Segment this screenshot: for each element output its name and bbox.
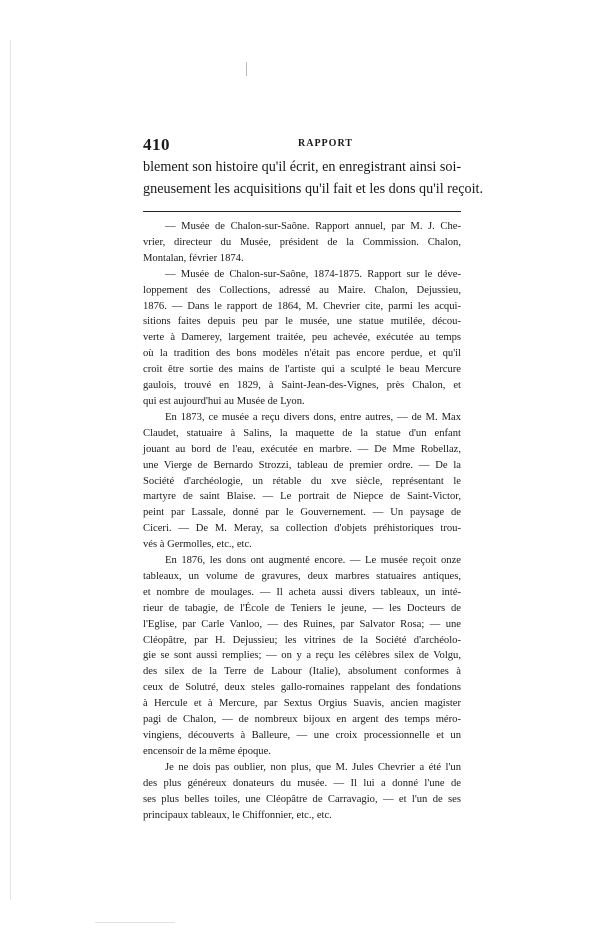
text-line: gaulois, trouvé en 1829, à Saint-Jean-des-Vignes, près Chalon, et [143,380,461,392]
text-line: vés à Germolles, etc., etc. [143,539,252,551]
text-line: vingiens, découverts à Balleure, — une croix processionnelle et un [143,730,461,741]
text-line: vrier, directeur du Musée, président de la Commission. Chalon, [143,236,461,248]
text-line: où la tradition des bons modèles n'était pas encore perdue, et qu'il [143,348,461,360]
text-line: En 1873, ce musée a reçu divers dons, entre autres, — de M. Max [165,411,461,423]
text-line: jouant au bord de l'eau, exécutée en marbre. — De Mme Robellaz, [143,443,461,455]
text-line: tableaux, un volume de gravures, deux marbres statuaires antiques, [143,570,461,582]
text-line: encensoir de la même époque. [143,745,271,757]
text-line: pagi de Chalon, — de nombreux bijoux en argent des temps méro- [143,714,461,726]
scan-mark [95,922,175,923]
page-number: 410 [143,135,170,154]
text-line: gneusement les acquisitions qu'il fait et les dons qu'il reçoit. [143,181,484,197]
paragraph-chalon-1874-1875 [143,267,461,410]
lead-paragraph [143,156,484,200]
text-line: Montalan, février 1874. [143,252,244,264]
text-line: 1876. — Dans le rapport de 1864, M. Chevrier cite, parmi les acqui- [143,300,461,312]
text-line: qui est aujourd'hui au Musée de Lyon. [143,395,305,407]
page-header [143,135,463,155]
paragraph-1873-donations [143,410,461,553]
body-text [143,219,461,823]
text-line: Ciceri. — De M. Meray, sa collection d'objets préhistoriques trou- [143,523,461,535]
text-line: une Vierge de Bernardo Strozzi, tableau de premier ordre. — De la [143,459,461,471]
text-line: peint par Lassale, donné par le Gouvernement. — Un paysage de [143,507,461,519]
text-line: loppement des Collections, adressé au Maire. Chalon, Dejussieu, [143,284,461,296]
text-line: Je ne dois pas oublier, non plus, que M. Jules Chevrier a été l'un [165,761,461,773]
running-head: RAPPORT [298,138,353,149]
scan-mark [10,40,11,900]
text-line: sitions faites depuis peu par le musée, une statue mutilée, décou- [143,316,461,328]
text-line: et nombre de moulages. — Il acheta aussi divers tableaux, un inté- [143,586,461,598]
text-line: croit être sortie des mains de l'artiste qui a sculpté le beau Mercure [143,364,461,376]
text-line: Société d'archéologie, un rétable du xve siècle, représentant le [143,475,461,487]
text-line: des plus généreux donateurs du musée. — Il lui a donné l'une de [143,777,461,789]
text-line: ceux de Solutré, deux steles gallo-romaines rappelant des fondations [143,682,461,694]
text-line: gie se sont aussi remplies; — on y a reçu les célèbres silex de Volgu, [143,650,461,662]
paragraph-1876-donations [143,553,461,760]
text-line: rieur de tabagie, de l'École de Teniers le jeune, — les Docteurs de [143,602,461,614]
text-line: des silex de la Terre de Labour (Italie), absolument conformes à [143,666,461,678]
text-line: ses plus belles toiles, une Cléopâtre de Carravagio, — et l'un de ses [143,793,461,805]
text-line: En 1876, les dons ont augmenté encore. — Le musée reçoit onze [165,555,461,567]
text-line: — Musée de Chalon-sur-Saône, 1874-1875. Rapport sur le déve- [165,268,461,280]
text-line: martyre de saint Blaise. — Le portrait de Niepce de Saint-Victor, [143,491,461,503]
paragraph-jules-chevrier [143,760,461,824]
text-line: Cléopâtre, par H. Dejussieu; les vitrines de la Société d'archéolo- [143,634,461,646]
text-line: à Hercule et à Mercure, par Sextus Orgius Suavis, ancien magister [143,698,461,710]
scan-mark [246,62,247,76]
text-line: Claudet, statuaire à Salins, la maquette de la statue d'un enfant [143,427,461,439]
text-line: l'Eglise, par Carle Vanloo, — des Ruines, par Salvator Rosa; — une [143,618,461,630]
section-divider [143,211,461,212]
text-line: blement son histoire qu'il écrit, en enregistrant ainsi soi- [143,159,462,175]
paragraph-chalon-annual-report [143,219,461,267]
text-line: verte à Damerey, largement traitée, peu achevée, exécutée au temps [143,332,461,344]
text-line: — Musée de Chalon-sur-Saône. Rapport annuel, par M. J. Che- [165,221,461,232]
text-line: principaux tableaux, le Chiffonnier, etc., etc. [143,809,332,821]
